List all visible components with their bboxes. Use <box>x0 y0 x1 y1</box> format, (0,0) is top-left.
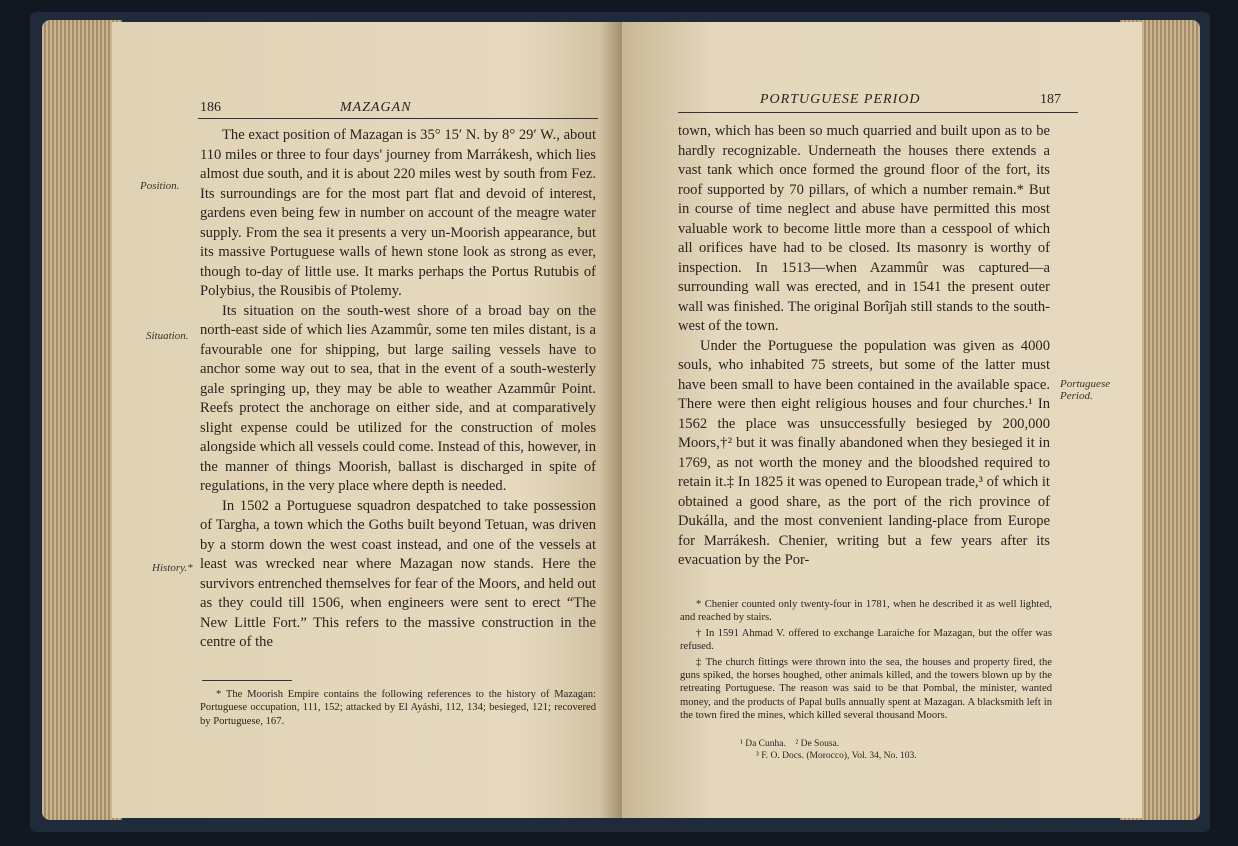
right-footnotes: * Chenier counted only twenty-four in 1781, when he described it as well lighted, and reached by stairs. † In 1591 Ahmad V. offered to exchange Laraiche for Mazagan, but the offer was refused. ‡ The church fittings were thrown into the sea, the houses and property fired, the guns spiked, the horses houghed, other animals killed, and the towers blown up by the retreating Portuguese. The reason was said to be that Pombal, the minister, wanted money, and the products of Papal bulls annually spent at Mazagan. A blacksmith left in the town fired the mines, which killed several thousand Moors. <box>680 599 1052 722</box>
paragraph: Under the Portuguese the population was given as 4000 souls, who inhabited 75 streets, but some of the latter must have been small to have been contained in the available space. There were then eight religious houses and four churches.¹ In 1562 the place was unsuccessfully besieged by 200,000 Moors,†² but it was finally abandoned when they besieged it in 1769, as not worth the money and the bloodshed required to retain it.‡ In 1825 it was opened to European trade,³ of which it obtained a good share, as the port of the rich province of Dukálla, and the most convenient landing-place from Europe for Marrákesh. Chenier, writing but a few years after its evacuation by the Por- <box>678 337 1050 568</box>
footnote-rule <box>202 680 292 681</box>
ref-3: ³ F. O. Docs. (Morocco), Vol. 34, No. 103. <box>756 751 917 761</box>
page-number: 187 <box>1040 92 1061 107</box>
paragraph: In 1502 a Portuguese squadron despatched to take possession of Targha, a town which the Goths built beyond Tetuan, was driven by a storm down the west coast instead, and one of the vessels at least was wrecked near where Mazagan now stands. Here the survivors entrenched themselves for fear of the Moors, and held out as they could till 1506, when engineers were sent to erect “The New Little Fort.” This refers to the massive construction in the centre of the <box>200 497 596 650</box>
left-footnote: * The Moorish Empire contains the following references to the history of Mazagan: Portuguese occupation, 111, 152; attacked by El Ayáshi, 112, 134; besieged, 121; recovered by Portuguese, 167. <box>200 689 596 727</box>
header-rule <box>678 112 1078 113</box>
paragraph: Its situation on the south-west shore of a broad bay on the north-east side of which lies Azammûr, some ten miles distant, is a favourable one for shipping, but large sailing vessels have to anchor some way out to sea, that in the event of a south-westerly gale springing up, they may be able to weather Azammûr Point. Reefs protect the anchorage on either side, and at comparatively slight expense could be utilized for the construction of moles alongside which all vessels could come. Instead of this, however, in the manner of things Moorish, ballast is discharged in spite of regulations, in the very place where depth is needed. <box>200 302 596 494</box>
sidenote-portuguese-period: Portuguese Period. <box>1060 378 1111 402</box>
page-edges-left <box>42 20 122 820</box>
sidenote-situation: Situation. <box>146 330 189 342</box>
page-number: 186 <box>200 100 221 115</box>
right-page <box>622 22 1142 818</box>
running-head: PORTUGUESE PERIOD <box>760 92 921 107</box>
paragraph: town, which has been so much quarried and built upon as to be hardly recognizable. Underneath the houses there extends a vast tank which once formed the ground floor of the fort, its roof supported by 70 pillars, of which a number remain.* But in course of time neglect and abuse have permitted this most valuable work to become little more than a cesspool of which all orifices have had to be closed. Its masonry is worthy of inspection. In 1513—when Azammûr was captured—a surrounding wall was erected, and in 1541 the present outer wall was finished. The original Borîjah still stands to the south-west of the town. <box>678 123 1050 334</box>
left-body-text <box>200 126 596 653</box>
sidenote-history: History.* <box>152 562 193 574</box>
running-head: MAZAGAN <box>340 100 412 115</box>
ref-2: ² De Sousa. <box>795 739 840 749</box>
header-rule <box>198 118 598 119</box>
ref-1: ¹ Da Cunha. <box>740 739 786 749</box>
left-page <box>112 22 622 818</box>
source-references <box>740 738 1060 762</box>
sidenote-position: Position. <box>140 180 180 192</box>
paragraph: The exact position of Mazagan is 35° 15′ N. by 8° 29′ W., about 110 miles or three to four days' journey from Marrákesh, which lies almost due south, and it is about 220 miles west by south from Fez. Its surroundings are for the most part flat and devoid of interest, gardens even being few in number on account of the meagre water supply. From the sea it presents a very un-Moorish appearance, but its massive Portuguese walls of hewn stone look as strong as ever, though to-day of little use. It marks perhaps the Portus Rutubis of Polybius, the Rousibis of Ptolemy. <box>200 127 596 299</box>
right-body-text <box>678 122 1050 571</box>
